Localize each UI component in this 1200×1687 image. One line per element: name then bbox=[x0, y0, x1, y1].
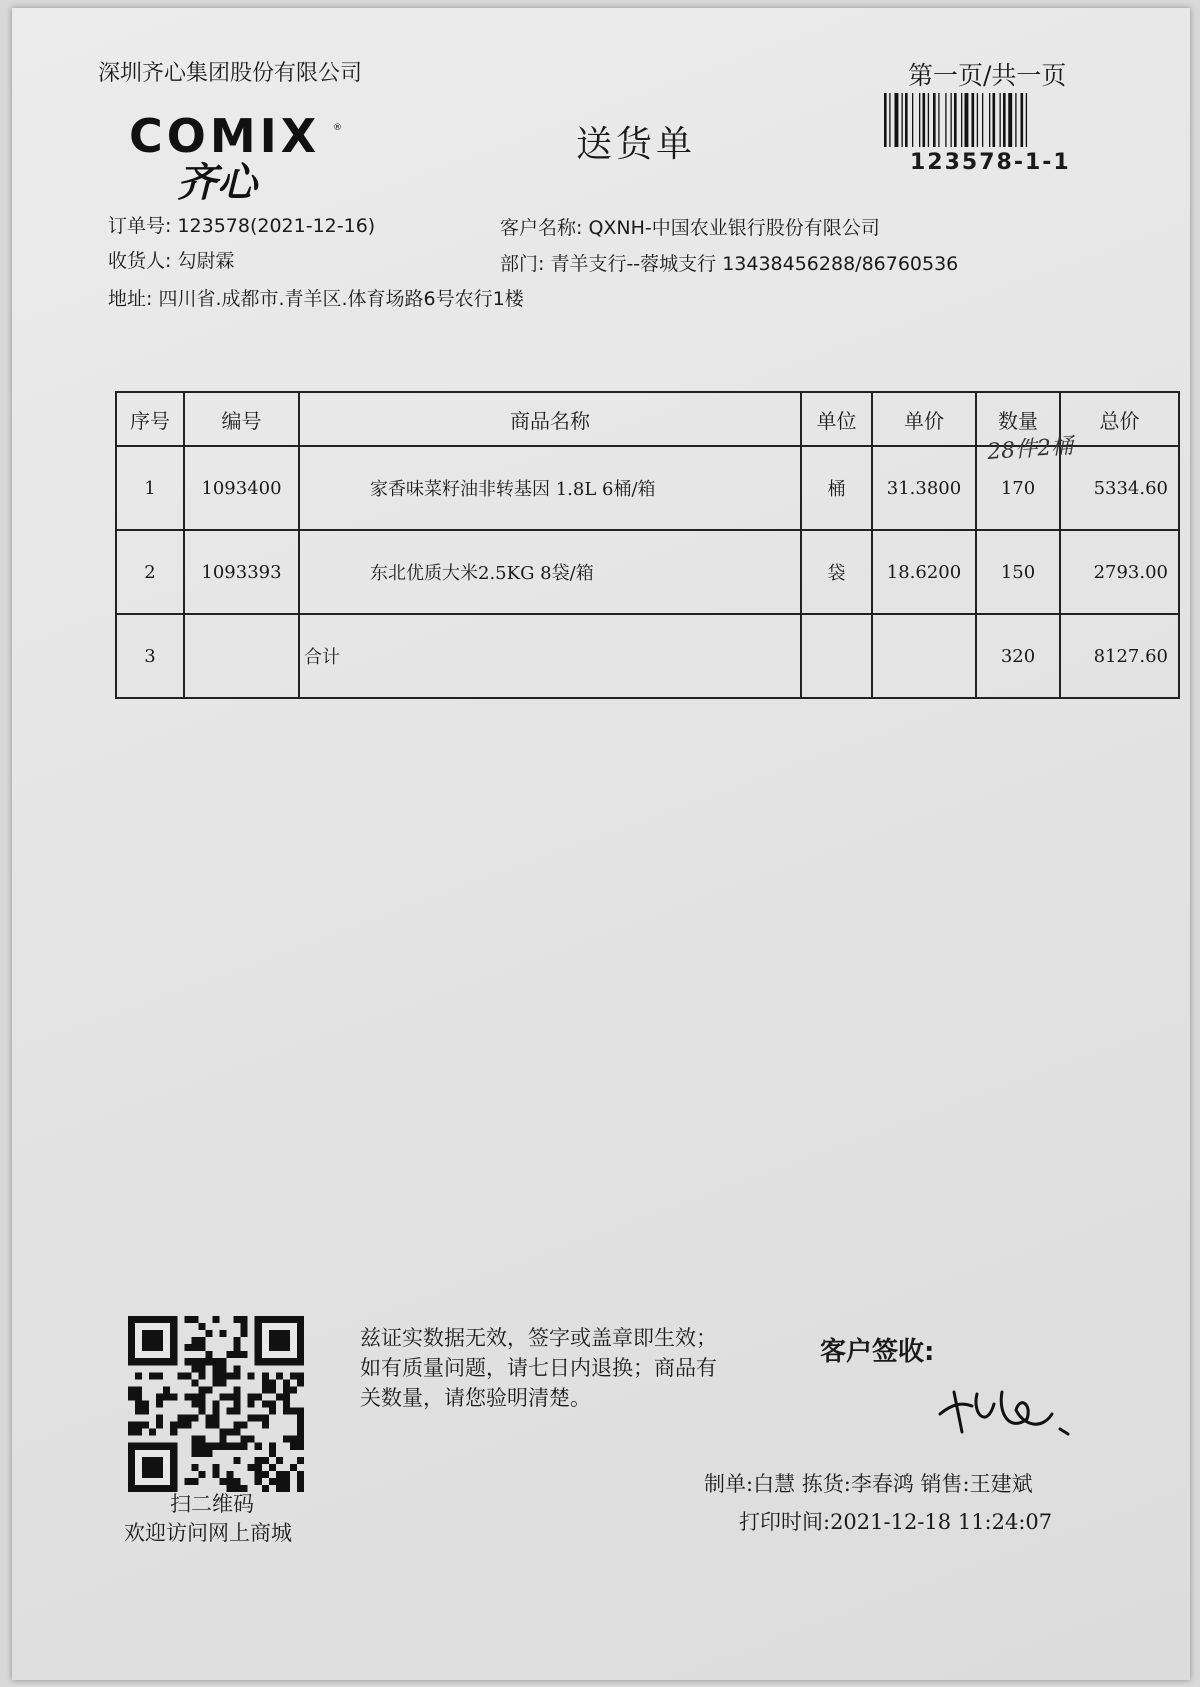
header-name: 商品名称 bbox=[299, 392, 801, 446]
cell-seq: 3 bbox=[116, 614, 184, 698]
qr-caption-mall: 欢迎访问网上商城 bbox=[124, 1521, 292, 1545]
cell-code: 1093400 bbox=[184, 446, 299, 530]
cell-unit-empty bbox=[801, 614, 872, 698]
handwritten-note: 28件2桶 bbox=[986, 434, 1074, 465]
header-qty: 数量 bbox=[976, 392, 1060, 446]
address: 地址: 四川省.成都市.青羊区.体育场路6号农行1楼 bbox=[108, 288, 524, 310]
cell-total: 5334.60 bbox=[1060, 446, 1179, 530]
table-row bbox=[116, 530, 1179, 614]
svg-text:®: ® bbox=[333, 123, 342, 133]
cell-seq: 2 bbox=[116, 530, 184, 614]
cell-price-empty bbox=[872, 614, 976, 698]
order-number: 订单号: 123578(2021-12-16) bbox=[108, 215, 376, 237]
department: 部门: 青羊支行--蓉城支行 13438456288/86760536 bbox=[500, 253, 959, 275]
header-code: 编号 bbox=[184, 392, 299, 446]
cell-code: 1093393 bbox=[184, 530, 299, 614]
header-price: 单价 bbox=[872, 392, 976, 446]
header-unit: 单位 bbox=[801, 392, 872, 446]
print-time: 打印时间:2021-12-18 11:24:07 bbox=[739, 1510, 1053, 1534]
notice-text: 兹证实数据无效，签字或盖章即生效；如有质量问题，请七日内退换；商品有关数量，请您验明清楚。 bbox=[360, 1326, 717, 1410]
barcode bbox=[884, 93, 1074, 147]
barcode-number: 123578-1-1 bbox=[910, 150, 1071, 175]
comix-logo bbox=[127, 108, 357, 203]
cell-qty: 150 bbox=[976, 530, 1060, 614]
receiver: 收货人: 勾尉霖 bbox=[108, 250, 235, 272]
summary-qty: 320 bbox=[976, 614, 1060, 698]
header-total: 总价 bbox=[1060, 392, 1179, 446]
cell-total: 2793.00 bbox=[1060, 530, 1179, 614]
page-indicator: 第一页/共一页 bbox=[908, 61, 1067, 90]
svg-text:COMIX: COMIX bbox=[129, 109, 321, 163]
summary-label: 合计 bbox=[299, 614, 801, 698]
delivery-note-paper bbox=[12, 8, 1190, 1680]
company-name: 深圳齐心集团股份有限公司 bbox=[98, 61, 363, 86]
summary-total: 8127.60 bbox=[1060, 614, 1179, 698]
qr-caption: 扫二维码 bbox=[170, 1492, 254, 1516]
cell-unit: 袋 bbox=[801, 530, 872, 614]
cell-price: 31.3800 bbox=[872, 446, 976, 530]
cell-unit: 桶 bbox=[801, 446, 872, 530]
cell-qty: 170 bbox=[976, 446, 1060, 530]
cell-code-empty bbox=[184, 614, 299, 698]
cell-price: 18.6200 bbox=[872, 530, 976, 614]
cell-seq: 1 bbox=[116, 446, 184, 530]
staff-info: 制单:白慧 拣货:李春鸿 销售:王建斌 bbox=[704, 1472, 1033, 1496]
customer-sign-label: 客户签收: bbox=[820, 1337, 935, 1367]
customer-name: 客户名称: QXNH-中国农业银行股份有限公司 bbox=[500, 217, 880, 239]
cell-name: 东北优质大米2.5KG 8袋/箱 bbox=[299, 530, 801, 614]
document-title: 送货单 bbox=[576, 124, 697, 165]
handwritten-signature bbox=[932, 1374, 1082, 1444]
summary-row bbox=[116, 614, 1179, 698]
header-seq: 序号 bbox=[116, 392, 184, 446]
svg-text:齐心: 齐心 bbox=[177, 160, 257, 203]
cell-name: 家香味菜籽油非转基因 1.8L 6桶/箱 bbox=[299, 446, 801, 530]
qr-code bbox=[128, 1316, 304, 1492]
